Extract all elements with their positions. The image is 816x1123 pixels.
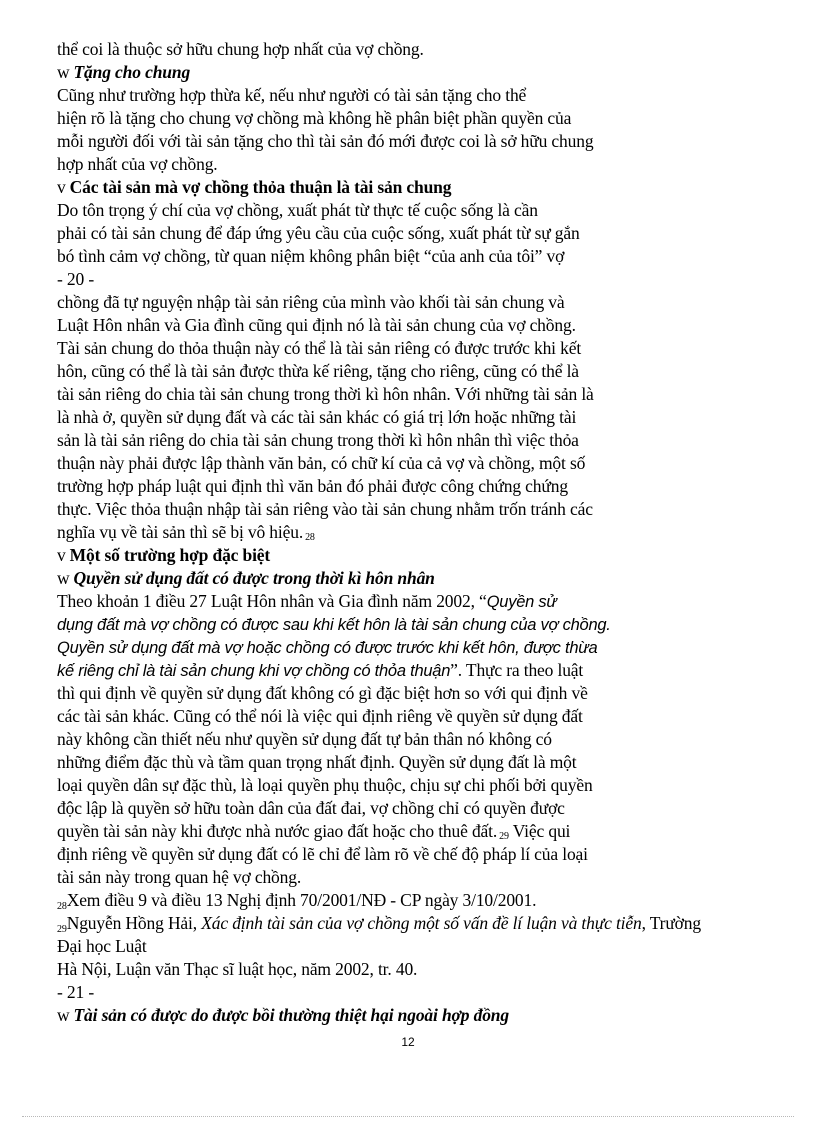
footnote-text: , Trường <box>641 913 701 933</box>
page-number: 12 <box>401 1035 415 1049</box>
quote-line <box>57 659 797 682</box>
body-line: Cũng như trường hợp thừa kế, nếu như người có tài sản tặng cho thể <box>57 85 527 105</box>
body-line: mỗi người đối với tài sản tặng cho thì tài sản đó mới được coi là sở hữu chung <box>57 131 594 151</box>
body-line: tài sản này trong quan hệ vợ chồng. <box>57 867 302 887</box>
bullet-v-icon: v <box>57 545 66 565</box>
body-line: hợp nhất của vợ chồng. <box>57 154 218 174</box>
bullet-w-icon: w <box>57 62 70 82</box>
body-line: Luật Hôn nhân và Gia đình cũng qui định nó là tài sản chung của vợ chồng. <box>57 315 576 335</box>
footnote-line: Đại học Luật <box>57 936 147 956</box>
page-bottom-divider <box>22 1116 794 1117</box>
heading-text: Tặng cho chung <box>73 62 191 82</box>
document-page <box>57 38 797 1027</box>
body-line: thì qui định về quyền sử dụng đất không có gì đặc biệt hơn so với qui định về <box>57 683 588 703</box>
heading-text: Tài sản có được do được bồi thường thiệt hại ngoài hợp đồng <box>73 1005 509 1025</box>
quote-text: dụng đất mà vợ chồng có được sau khi kết hôn là tài sản chung của vợ chồng. <box>57 616 611 634</box>
footnote-text: Xem điều 9 và điều 13 Nghị định 70/2001/NĐ - CP ngày 3/10/2001. <box>66 890 537 910</box>
body-line: thực. Việc thỏa thuận nhập tài sản riêng vào tài sản chung nhằm trốn tránh các <box>57 499 593 519</box>
heading-tang-cho-chung <box>57 61 797 84</box>
footnote-28 <box>57 889 797 912</box>
footnote-number: 28 <box>57 901 67 912</box>
footnote-author: Nguyễn Hồng Hải, <box>66 913 202 933</box>
body-line: các tài sản khác. Cũng có thể nói là việc qui định riêng về quyền sử dụng đất <box>57 706 583 726</box>
quote-text: Quyền sử <box>486 593 557 611</box>
bullet-v-icon: v <box>57 177 66 197</box>
body-line: độc lập là quyền sở hữu toàn dân của đất đai, vợ chồng chỉ có quyền được <box>57 798 565 818</box>
footnote-line: Hà Nội, Luận văn Thạc sĩ luật học, năm 2002, tr. 40. <box>57 959 418 979</box>
quote-line <box>57 636 797 659</box>
bullet-w-icon: w <box>57 1005 70 1025</box>
body-line: hôn, cũng có thể là tài sản được thừa kế riêng, tặng cho riêng, cũng có thể là <box>57 361 579 381</box>
body-line: loại quyền dân sự đặc thù, là loại quyền phụ thuộc, chịu sự chi phối bởi quyền <box>57 775 593 795</box>
body-line: những điểm đặc thù và tầm quan trọng nhất định. Quyền sử dụng đất là một <box>57 752 577 772</box>
heading-thoa-thuan <box>57 176 797 199</box>
heading-boi-thuong <box>57 1004 797 1027</box>
body-text: Theo khoản 1 điều 27 Luật Hôn nhân và Gia đình năm 2002, “ <box>57 591 487 611</box>
body-line: Do tôn trọng ý chí của vợ chồng, xuất phát từ thực tế cuộc sống là cần <box>57 200 538 220</box>
body-text: ”. Thực ra theo luật <box>450 660 584 680</box>
body-line: thể coi là thuộc sở hữu chung hợp nhất của vợ chồng. <box>57 39 424 59</box>
body-line: thuận này phải được lập thành văn bản, có chữ kí của cả vợ và chồng, một số <box>57 453 586 473</box>
quote-text: Quyền sử dụng đất mà vợ hoặc chồng có được trước khi kết hôn, được thừa <box>57 639 598 657</box>
quote-text: kế riêng chỉ là tài sản chung khi vợ chồng có thỏa thuận <box>57 662 451 680</box>
body-line: tài sản riêng do chia tài sản chung trong thời kì hôn nhân. Với những tài sản là <box>57 384 594 404</box>
body-text: Việc qui <box>508 821 571 841</box>
body-line: sản là tài sản riêng do chia tài sản chung trong thời kì hôn nhân thì việc thỏa <box>57 430 579 450</box>
heading-text: Quyền sử dụng đất có được trong thời kì hôn nhân <box>73 568 435 588</box>
body-line: chồng đã tự nguyện nhập tài sản riêng của mình vào khối tài sản chung và <box>57 292 565 312</box>
heading-quyen-su-dung <box>57 567 797 590</box>
footnote-ref-29: 29 <box>499 831 509 842</box>
body-line <box>57 590 797 613</box>
body-line <box>57 820 797 843</box>
body-text: quyền tài sản này khi được nhà nước giao đất hoặc cho thuê đất. <box>57 821 498 841</box>
footnote-29 <box>57 912 797 935</box>
footnote-title: Xác định tài sản của vợ chồng một số vấn đề lí luận và thực tiễn <box>201 913 642 933</box>
source-page-marker: - 20 - <box>57 269 95 289</box>
body-line: là nhà ở, quyền sử dụng đất và các tài sản khác có giá trị lớn hoặc những tài <box>57 407 577 427</box>
body-line: này không cần thiết nếu như quyền sử dụng đất tự bản thân nó không có <box>57 729 552 749</box>
body-line: Tài sản chung do thỏa thuận này có thể là tài sản riêng có được trước khi kết <box>57 338 582 358</box>
body-line: định riêng về quyền sử dụng đất có lẽ chỉ để làm rõ về chế độ pháp lí của loại <box>57 844 588 864</box>
footnote-number: 29 <box>57 924 67 935</box>
body-text: nghĩa vụ về tài sản thì sẽ bị vô hiệu. <box>57 522 304 542</box>
heading-dac-biet <box>57 544 797 567</box>
body-line: hiện rõ là tặng cho chung vợ chồng mà không hề phân biệt phần quyền của <box>57 108 572 128</box>
body-line: phải có tài sản chung để đáp ứng yêu cầu của cuộc sống, xuất phát từ sự gắn <box>57 223 580 243</box>
body-line: trường hợp pháp luật qui định thì văn bản đó phải được công chứng chứng <box>57 476 568 496</box>
bullet-w-icon: w <box>57 568 70 588</box>
body-line: bó tình cảm vợ chồng, từ quan niệm không phân biệt “của anh của tôi” vợ <box>57 246 565 266</box>
quote-line <box>57 613 797 636</box>
body-line <box>57 521 797 544</box>
heading-text: Một số trường hợp đặc biệt <box>69 545 271 565</box>
source-page-marker: - 21 - <box>57 982 95 1002</box>
footnote-ref-28: 28 <box>305 532 315 543</box>
heading-text: Các tài sản mà vợ chồng thỏa thuận là tài sản chung <box>69 177 452 197</box>
